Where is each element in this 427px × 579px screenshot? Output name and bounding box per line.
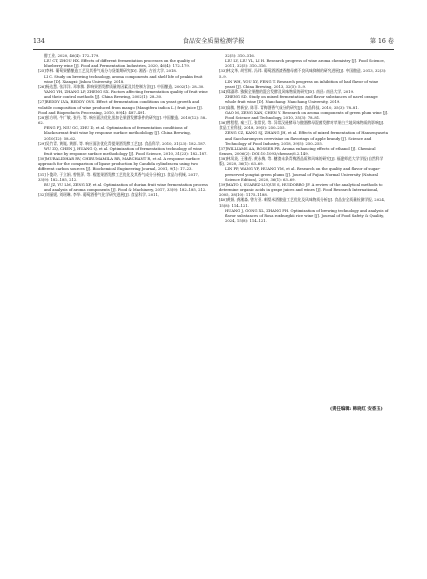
reference-text-english: ZENG CZ, KANG SJ, ZHANG JH, et al. Effects of mixed fermentation of Hansenyaseta and Saccharomyces cerevisiae on flavorings of apple brandy [J]. Science and Technology of Food Industry, 2018, 39(5): 250–255. <box>225 131 388 146</box>
reference-continuation: 醇工业, 2020, 46(4): 172–179. <box>44 54 100 58</box>
reference-text-chinese: 高敏, 曾新安, 陈菲. 青梅酒香气成分的研究[J]. 食品科技, 2010, 35(3): 78–81. <box>226 105 359 110</box>
reference-text-english: ZHENG SD. Study on mixed fermentation and flavor substances of navel orange whole fruit wine [D]. Nanchang: Nanchang University, 2019. <box>225 95 378 105</box>
reference-column-right <box>219 54 389 224</box>
reference-continuation: 32(5): 310–316. <box>225 54 255 58</box>
reference-item <box>38 193 208 198</box>
reference-item <box>219 147 389 157</box>
reference-number: [36] <box>219 121 227 126</box>
reference-text-english: WILLIAMS AA, ROSSER PR. Aroma enhancing effects of ethanol [J]. Chemical Senses, 2006(2): DOI:10.1093/chemse/6.2.149. <box>219 146 376 156</box>
reference-text-chinese: 黄娟, 龚湘淼, 曾方亚. 刺梨米酒酿造工艺优化及风味物质分析[J]. 食品安全质量检测学报, 2024, 15(8): 114–121. <box>219 198 386 208</box>
reference-item <box>219 106 389 121</box>
reference-number: [29] <box>38 141 46 146</box>
reference-number: [39] <box>219 182 227 187</box>
reference-number: [25] <box>38 69 46 74</box>
reference-text-english: LIN WH, YOU XY, FENG T. Research progress on inhibition of bad flavor of wine yeast [J]. China Brewing, 2013, 32(5): 5–9. <box>225 79 379 89</box>
reference-number: [37] <box>219 146 227 151</box>
reference-item <box>38 116 208 142</box>
reference-text-english: PENG FJ, NIU GC, ZHU D, et al. Optimization of fermentation conditions of blackcurrant fruit wine by response surface methodology [J]. China Brewing, 2010(12): 58–62. <box>44 126 191 141</box>
reference-text-english: LIU LY, LIU YL, LI H. Research progress of wine aroma chemistry [J]. Food Science, 2011, 32(5): 310–316. <box>225 59 385 69</box>
reference-text-chinese: 林凤英, 王雅苔, 黄永梅, 等. 糖渣未条青梅酒品质和风味的研究[J]. 福建师范大学学报(自然科学版), 2020, 36(1): 63–69. <box>219 157 384 167</box>
reference-number: [28] <box>38 115 46 120</box>
reference-text-english: LIU CT, ZHOU HX. Effects of different fermentation processes on the quality of blueberry wine [J]. Food and Fermentation Industries, 2020, 46(4): 172–179. <box>44 59 195 69</box>
reference-text-english: MATO I, SUAREZ-LUQUE S, HUIDOBRO JF. A review of the analytical methods to determine organic acids in grape juices and wines [J]. Food Research International, 2005, 38(10): 1175–1188. <box>219 182 383 198</box>
editor-note: (责任编辑: 韩晓红 安香玉) <box>330 407 383 412</box>
header-rule <box>33 49 394 50</box>
reference-text-english: WU ZQ, CHEN J, HUANG Q, et al. Optimization of fermentation technology of wine fruit wine by response surface methodology [J]. Food Science, 2010, 31(23): 182–187. <box>44 146 208 156</box>
reference-item <box>219 121 389 147</box>
reference-item <box>38 142 208 157</box>
reference-text-chinese: 李林. 葡萄果醋酿造工艺及其香气成分与货架期研究[D]. 湘西: 吉首大学, 2018. <box>45 69 177 74</box>
reference-item <box>219 90 389 105</box>
reference-item <box>219 183 389 198</box>
reference-text-chinese: 郑淑珍. 猕猴全果酿的混合发酵及风味物质的研究[D]. 南昌: 南昌大学, 2019. <box>226 90 355 95</box>
reference-number: [31] <box>38 172 46 177</box>
reference-text-english: HUANG J, GONG XL, ZHANG FH. Optimization of brewing technology and analysis of flavor substances of Rosa roxburghii rice wine [J]. Journal of Food Safety & Quality, 2024, 15(8): 114–121. <box>225 208 389 223</box>
reference-text-chinese: 曾程程, 秦三江, 张常民, 等. 异常汉逊酵母与酿酒酵母混菌发酵对苹果白兰地风味物质的影响[J]. 食品工业科技, 2018, 39(5): 250–255. <box>219 121 385 131</box>
reference-item <box>38 173 208 194</box>
reference-text-english: GAO M, ZENG XAN, CHEN Y. Research on aroma components of green plum wine [J]. Food Science and Technology, 2010, 35(3): 78–81. <box>225 110 389 120</box>
reference-item <box>219 69 389 90</box>
reference-text-english: MURALIDHAR RV, CHIRUMAMILA RR, MARCHANT R, et al. A response surface approach for the comparison of lipase production by Candida cylindracea using two different carbon sources [J]. Biochemical Engineering Journal, 2001, 9(1): 17–23. <box>38 157 200 172</box>
reference-text-english: REDDY LVA, REDDY OVS. Effect of fermentation conditions on yeast growth and volatile composition of wine produced from mango (Mangifera indica L.) fruit juice [J]. Food and Bioproducts Processing, 2010, 89(4): 487–491. <box>38 100 203 115</box>
reference-text-chinese: 林文华, 胡雪辉, 冯玮. 葡萄酒酒渣香酿母菌不良风味抑制的研究进展[J]. 中国酿造, 2013, 32(3): 5–9. <box>219 69 387 79</box>
reference-number: [34] <box>219 90 227 95</box>
reference-item <box>38 69 208 84</box>
reference-item <box>219 59 389 69</box>
reference-number: [26] <box>38 84 46 89</box>
reference-text-english: LI C. Study on brewing technology, aroma components and shelf life of peakin fruit wine [D]. Xiangxi: Jishou University, 2018. <box>44 74 203 84</box>
reference-text-chinese: 彭方明, 牛广敏, 张丹, 等. 响应面法优化黑加仑果酒发酵条件的研究[J]. 中国酿造, 2010(12): 58–62. <box>38 115 208 126</box>
reference-text-english: YANG YH, ZHANG LP, ZHENG SX. Factors affecting fermentation quality of fruit wine and their control methods [J]. China Brewing, 2002(1): 28–30. <box>44 90 208 100</box>
reference-item <box>38 100 208 115</box>
reference-item <box>38 157 208 172</box>
reference-text-english: BU JZ, YU LM, ZENG XP, et al. Optimization of durian fruit wine fermentation process and analysis of aroma components [J]. Food & Machinery, 2017, 33(9): 182–185, 212. <box>44 182 208 193</box>
volume-label: 第 16 卷 <box>369 38 394 45</box>
journal-title: 食品安全质量检测学报 <box>182 38 245 45</box>
reference-number: [32] <box>38 193 46 198</box>
reference-text-chinese: 刘丽媛, 刘瑶琳, 李华. 葡萄酒香气化学研究进展[J]. 食品科学, 2011, <box>45 193 160 198</box>
reference-text-english: LIN FP, WANG YF, HUANG YM, et al. Research on the quality and flavor of sugar-preserved yongtai green plums [J]. Journal of Fujian Normal University (Natural Science Edition), 2020, 36(1): 63–69. <box>225 167 381 182</box>
page-header <box>33 36 394 48</box>
page-number: 134 <box>33 38 45 45</box>
reference-item <box>219 157 389 183</box>
reference-number: [38] <box>219 157 227 162</box>
reference-column-left <box>38 54 208 198</box>
reference-number: [27] <box>38 100 46 105</box>
reference-item <box>38 85 208 100</box>
reference-number: [33] <box>219 69 227 74</box>
reference-number: [35] <box>219 105 227 110</box>
reference-item <box>38 59 208 69</box>
reference-text-chinese: 吴竹青, 黄胤, 黄群, 等. 响应面法优化青提果酒发酵工艺[J]. 食品科学, 2010, 31(23): 182–187. <box>45 141 207 146</box>
reference-item <box>219 198 389 224</box>
reference-number: [30] <box>38 157 46 162</box>
reference-text-chinese: 卜俊玲, 于立娟, 曾锐萍, 等. 榴莲果酒发酵工艺优化及其香气成分分析[J]. 食品与机械, 2017, 33(9): 182–185, 212. <box>38 172 199 182</box>
reference-number: [40] <box>219 198 227 203</box>
reference-text-chinese: 杨达慧, 张洋洋, 邓家敏. 影响果酒发酵质量的因素及其控制方法[J]. 中国酿造, 2002(1): 28–30. <box>45 84 205 89</box>
